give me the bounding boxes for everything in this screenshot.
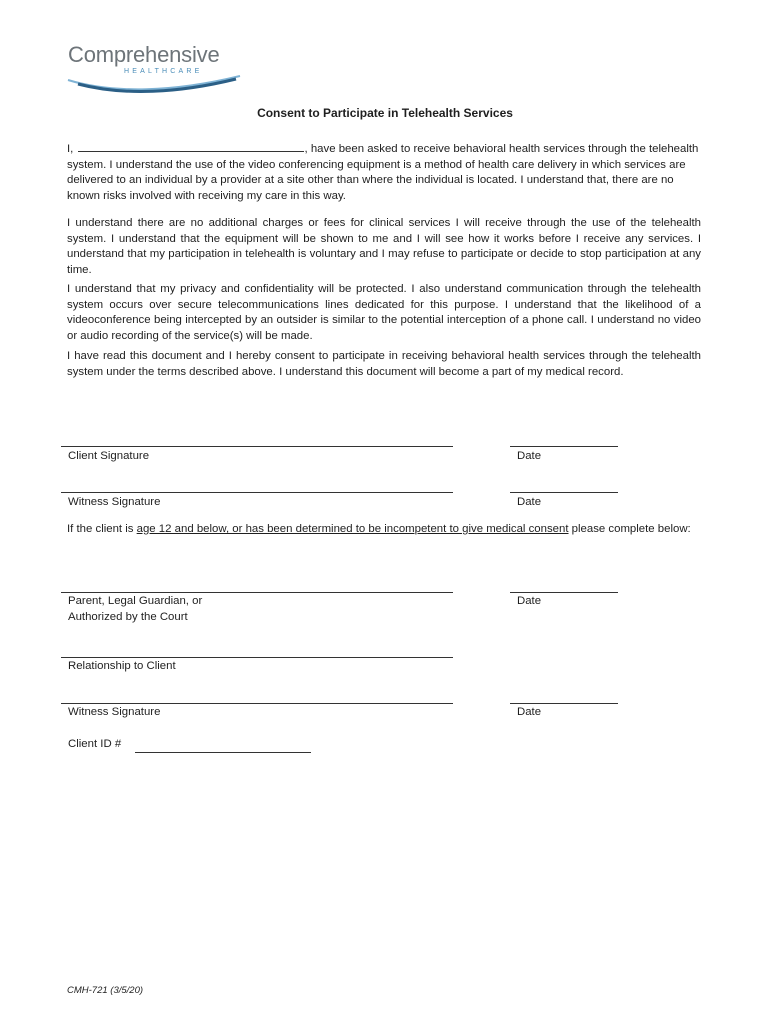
witness-signature-line[interactable] xyxy=(61,492,453,493)
logo-wordmark: Comprehensive xyxy=(68,42,220,67)
consent-paragraph: I have read this document and I hereby consent to participate in receiving behavioral health services through the telehealth system under the terms described above. I understand this document will become a part of my medical record. xyxy=(67,350,701,378)
consent-note-underlined: age 12 and below, or has been determined to be incompetent to give medical consent xyxy=(136,523,569,535)
client-name-field[interactable] xyxy=(78,140,304,152)
parent-label-line1: Parent, Legal Guardian, or xyxy=(68,595,203,607)
parent-label-line2: Authorized by the Court xyxy=(68,611,188,623)
consent-note-before: If the client is xyxy=(67,523,137,535)
company-logo xyxy=(64,42,244,94)
intro-paragraph xyxy=(67,140,701,204)
relationship-label: Relationship to Client xyxy=(68,660,176,672)
client-date-line[interactable] xyxy=(510,446,618,447)
witness2-date-label: Date xyxy=(517,706,542,718)
witness-date-line[interactable] xyxy=(510,492,618,493)
privacy-paragraph: I understand that my privacy and confidentiality will be protected. I also understand communication through the telehealth system occurs over secure telecommunications lines dedicated for this purpose. I understand that the likelihood of a videoconference being intercepted by an outsider is similar to the potential interception of a phone call. I understand no video or audio recording of the service(s) will be made. xyxy=(67,283,701,342)
document-title: Consent to Participate in Telehealth Services xyxy=(257,106,513,120)
consent-note-after: please complete below: xyxy=(568,523,691,535)
witness2-signature-label: Witness Signature xyxy=(68,706,161,718)
intro-text: , have been asked to receive behavioral health services through the telehealth system. I understand the use of the video conferencing equipment is a method of health care delivery in which services are delivered to an individual by a provider at a site other than where the individual is located. I understand that, there are no known risks involved with receiving my care in this way. xyxy=(67,143,699,202)
parent-date-label: Date xyxy=(517,595,542,607)
logo-subtitle: HEALTHCARE xyxy=(124,68,203,75)
witness-date-label: Date xyxy=(517,496,542,508)
form-code: CMH-721 (3/5/20) xyxy=(67,985,144,996)
witness-signature-label: Witness Signature xyxy=(68,496,161,508)
charges-paragraph: I understand there are no additional charges or fees for clinical services I will receive through the use of the telehealth system. I understand that the equipment will be shown to me and I will see how it works before I receive any services. I understand that my participation in telehealth is voluntary and I may refuse to participate or decide to stop participation at any time. xyxy=(67,217,701,276)
client-id-field[interactable] xyxy=(135,752,311,753)
client-id-label: Client ID # xyxy=(68,738,122,750)
client-date-label: Date xyxy=(517,450,542,462)
intro-prefix: I, xyxy=(67,143,74,155)
minor-consent-note xyxy=(67,521,707,537)
logo-swoosh-icon xyxy=(64,72,244,94)
client-signature-label: Client Signature xyxy=(68,450,150,462)
client-signature-line[interactable] xyxy=(61,446,453,447)
